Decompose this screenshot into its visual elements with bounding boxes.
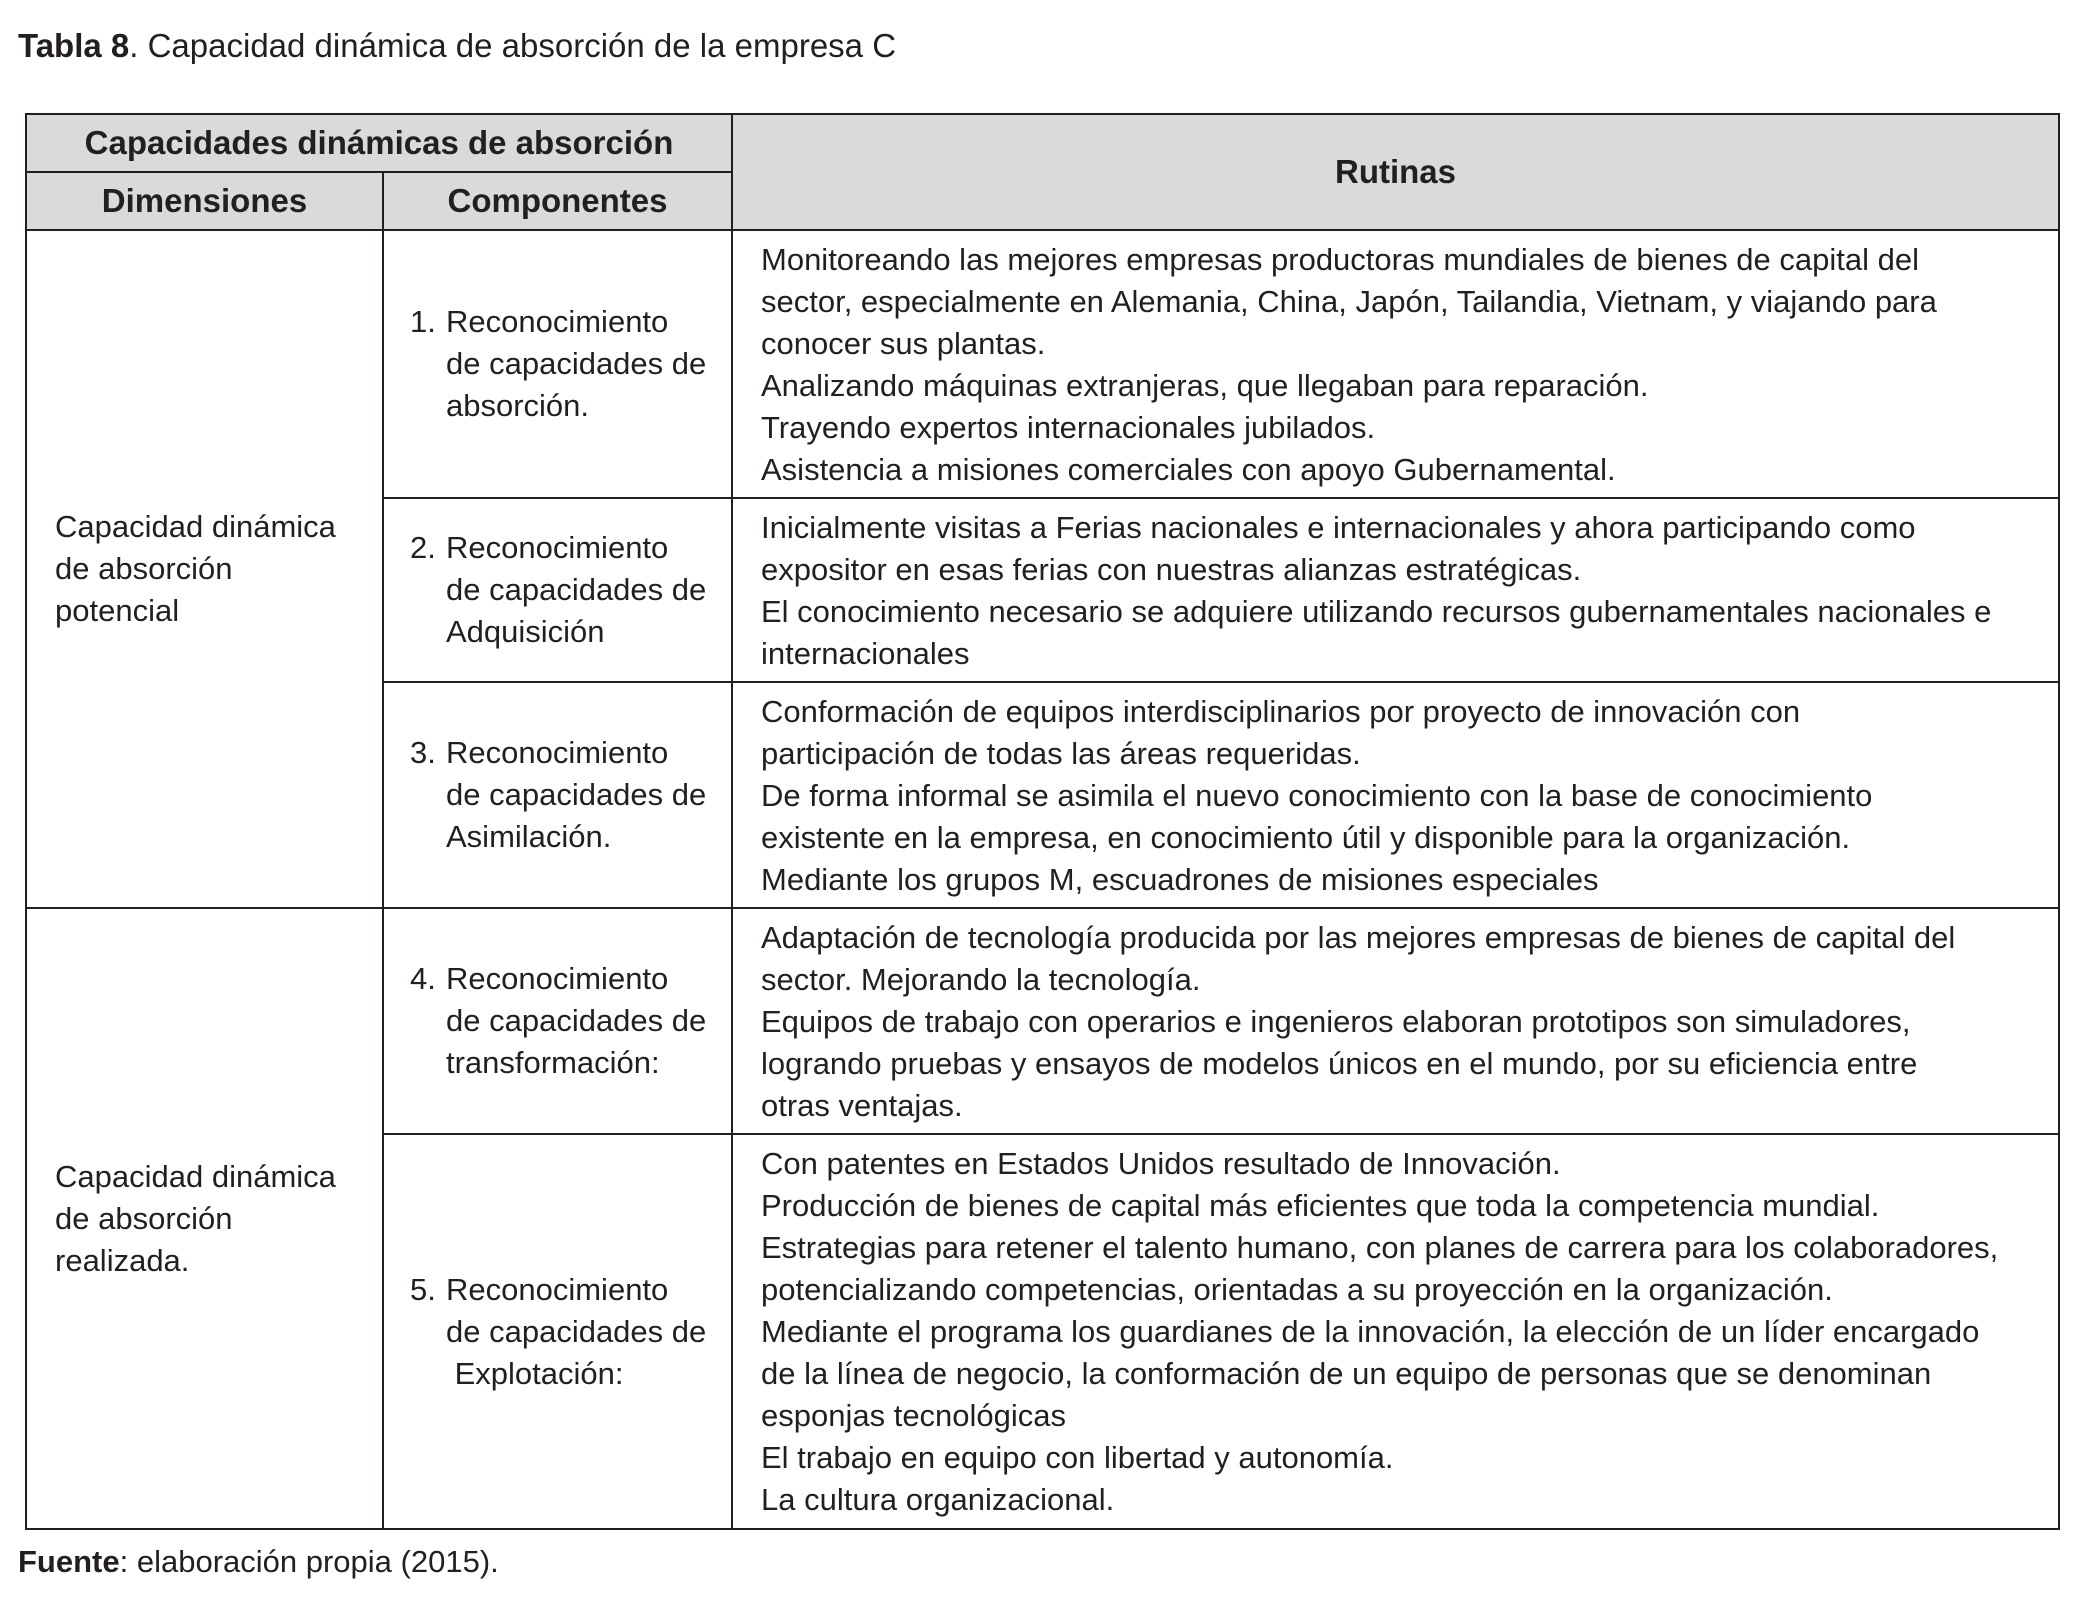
component-number: 1. (410, 304, 436, 339)
dimension-line: realizada. (55, 1242, 190, 1278)
routine-line: Adaptación de tecnología producida por las mejores empresas de bienes de capital del (761, 920, 1956, 955)
routine-line: participación de todas las áreas requeridas. (761, 736, 1361, 771)
component-number: 5. (410, 1271, 436, 1307)
component-line: Reconocimiento (446, 304, 669, 339)
header-dimensions-cell: Dimensiones (26, 172, 383, 230)
component-line: de capacidades de (446, 346, 707, 381)
source-label: Fuente (18, 1544, 120, 1579)
caption-label: Tabla 8 (18, 27, 130, 64)
routines-cell (732, 1134, 2059, 1529)
routine-line: sector, especialmente en Alemania, China, Japón, Tailandia, Vietnam, y viajando para (761, 284, 1937, 319)
caption-text: . Capacidad dinámica de absorción de la empresa C (129, 27, 897, 64)
routine-line: logrando pruebas y ensayos de modelos únicos en el mundo, por su eficiencia entre (761, 1046, 1918, 1081)
component-line: de capacidades de (446, 572, 707, 607)
component-cell (383, 498, 732, 682)
routine-line: Producción de bienes de capital más eficientes que toda la competencia mundial. (761, 1188, 1880, 1223)
component-cell (383, 1134, 732, 1529)
component-line: Adquisición (446, 614, 605, 649)
routine-line: La cultura organizacional. (761, 1482, 1115, 1517)
table-row (26, 230, 2059, 498)
routines-cell (732, 498, 2059, 682)
routine-line: Mediante los grupos M, escuadrones de misiones especiales (761, 862, 1599, 897)
component-line: Reconocimiento (446, 530, 669, 565)
routine-line: Estrategias para retener el talento humano, con planes de carrera para los colaboradores, (761, 1230, 1999, 1265)
routine-line: De forma informal se asimila el nuevo conocimiento con la base de conocimiento (761, 778, 1873, 813)
routine-line: sector. Mejorando la tecnología. (761, 962, 1201, 997)
routine-line: potencializando competencias, orientadas a su proyección en la organización. (761, 1272, 1833, 1307)
routine-line: El conocimiento necesario se adquiere utilizando recursos gubernamentales nacionales e (761, 594, 1992, 629)
routine-line: de la línea de negocio, la conformación de un equipo de personas que se denominan (761, 1356, 1932, 1391)
routines-cell (732, 682, 2059, 908)
routine-line: Asistencia a misiones comerciales con apoyo Gubernamental. (761, 452, 1616, 487)
routine-line: Inicialmente visitas a Ferias nacionales e internacionales y ahora participando como (761, 510, 1916, 545)
absorption-capacity-table (25, 113, 2060, 1530)
table-row (26, 908, 2059, 1134)
component-cell (383, 908, 732, 1134)
routine-line: Analizando máquinas extranjeras, que llegaban para reparación. (761, 368, 1649, 403)
routine-line: esponjas tecnológicas (761, 1398, 1067, 1433)
header-group-cell: Capacidades dinámicas de absorción (26, 114, 732, 172)
header-row-top (26, 114, 2059, 172)
component-line: de capacidades de (446, 777, 707, 812)
routine-line: Conformación de equipos interdisciplinarios por proyecto de innovación con (761, 694, 1801, 729)
component-line: de capacidades de (446, 1313, 707, 1349)
component-line: Asimilación. (446, 819, 612, 854)
header-routines-cell: Rutinas (732, 114, 2059, 230)
dimension-cell-potential (26, 230, 383, 908)
component-number: 3. (410, 735, 436, 770)
component-line: Explotación: (446, 1355, 624, 1391)
routine-line: expositor en esas ferias con nuestras alianzas estratégicas. (761, 552, 1582, 587)
source-note (18, 1542, 499, 1582)
component-line: absorción. (446, 388, 590, 423)
routine-line: otras ventajas. (761, 1088, 963, 1123)
component-line: de capacidades de (446, 1003, 707, 1038)
component-line: Reconocimiento (446, 735, 669, 770)
source-text: : elaboración propia (2015). (119, 1544, 499, 1579)
component-number: 2. (410, 530, 436, 565)
dimension-cell-realized (26, 908, 383, 1529)
dimension-line: Capacidad dinámica (55, 1158, 336, 1194)
routines-cell (732, 908, 2059, 1134)
component-cell (383, 682, 732, 908)
component-number: 4. (410, 961, 436, 996)
routine-line: Equipos de trabajo con operarios e ingenieros elaboran prototipos son simuladores, (761, 1004, 1911, 1039)
dimension-line: de absorción (55, 1200, 233, 1236)
header-components-cell: Componentes (383, 172, 732, 230)
dimension-line: potencial (55, 593, 180, 628)
routine-line: Con patentes en Estados Unidos resultado de Innovación. (761, 1146, 1561, 1181)
dimension-line: de absorción (55, 551, 233, 586)
routine-line: El trabajo en equipo con libertad y autonomía. (761, 1440, 1394, 1475)
component-cell (383, 230, 732, 498)
routine-line: Mediante el programa los guardianes de la innovación, la elección de un líder encargado (761, 1314, 1980, 1349)
routine-line: existente en la empresa, en conocimiento útil y disponible para la organización. (761, 820, 1851, 855)
component-line: Reconocimiento (446, 961, 669, 996)
component-line: Reconocimiento (446, 1271, 669, 1307)
dimension-line: Capacidad dinámica (55, 509, 336, 544)
routine-line: Monitoreando las mejores empresas productoras mundiales de bienes de capital del (761, 242, 1919, 277)
routine-line: internacionales (761, 636, 970, 671)
routines-cell (732, 230, 2059, 498)
component-line: transformación: (446, 1045, 660, 1080)
table-caption (18, 24, 896, 68)
routine-line: Trayendo expertos internacionales jubilados. (761, 410, 1376, 445)
routine-line: conocer sus plantas. (761, 326, 1046, 361)
